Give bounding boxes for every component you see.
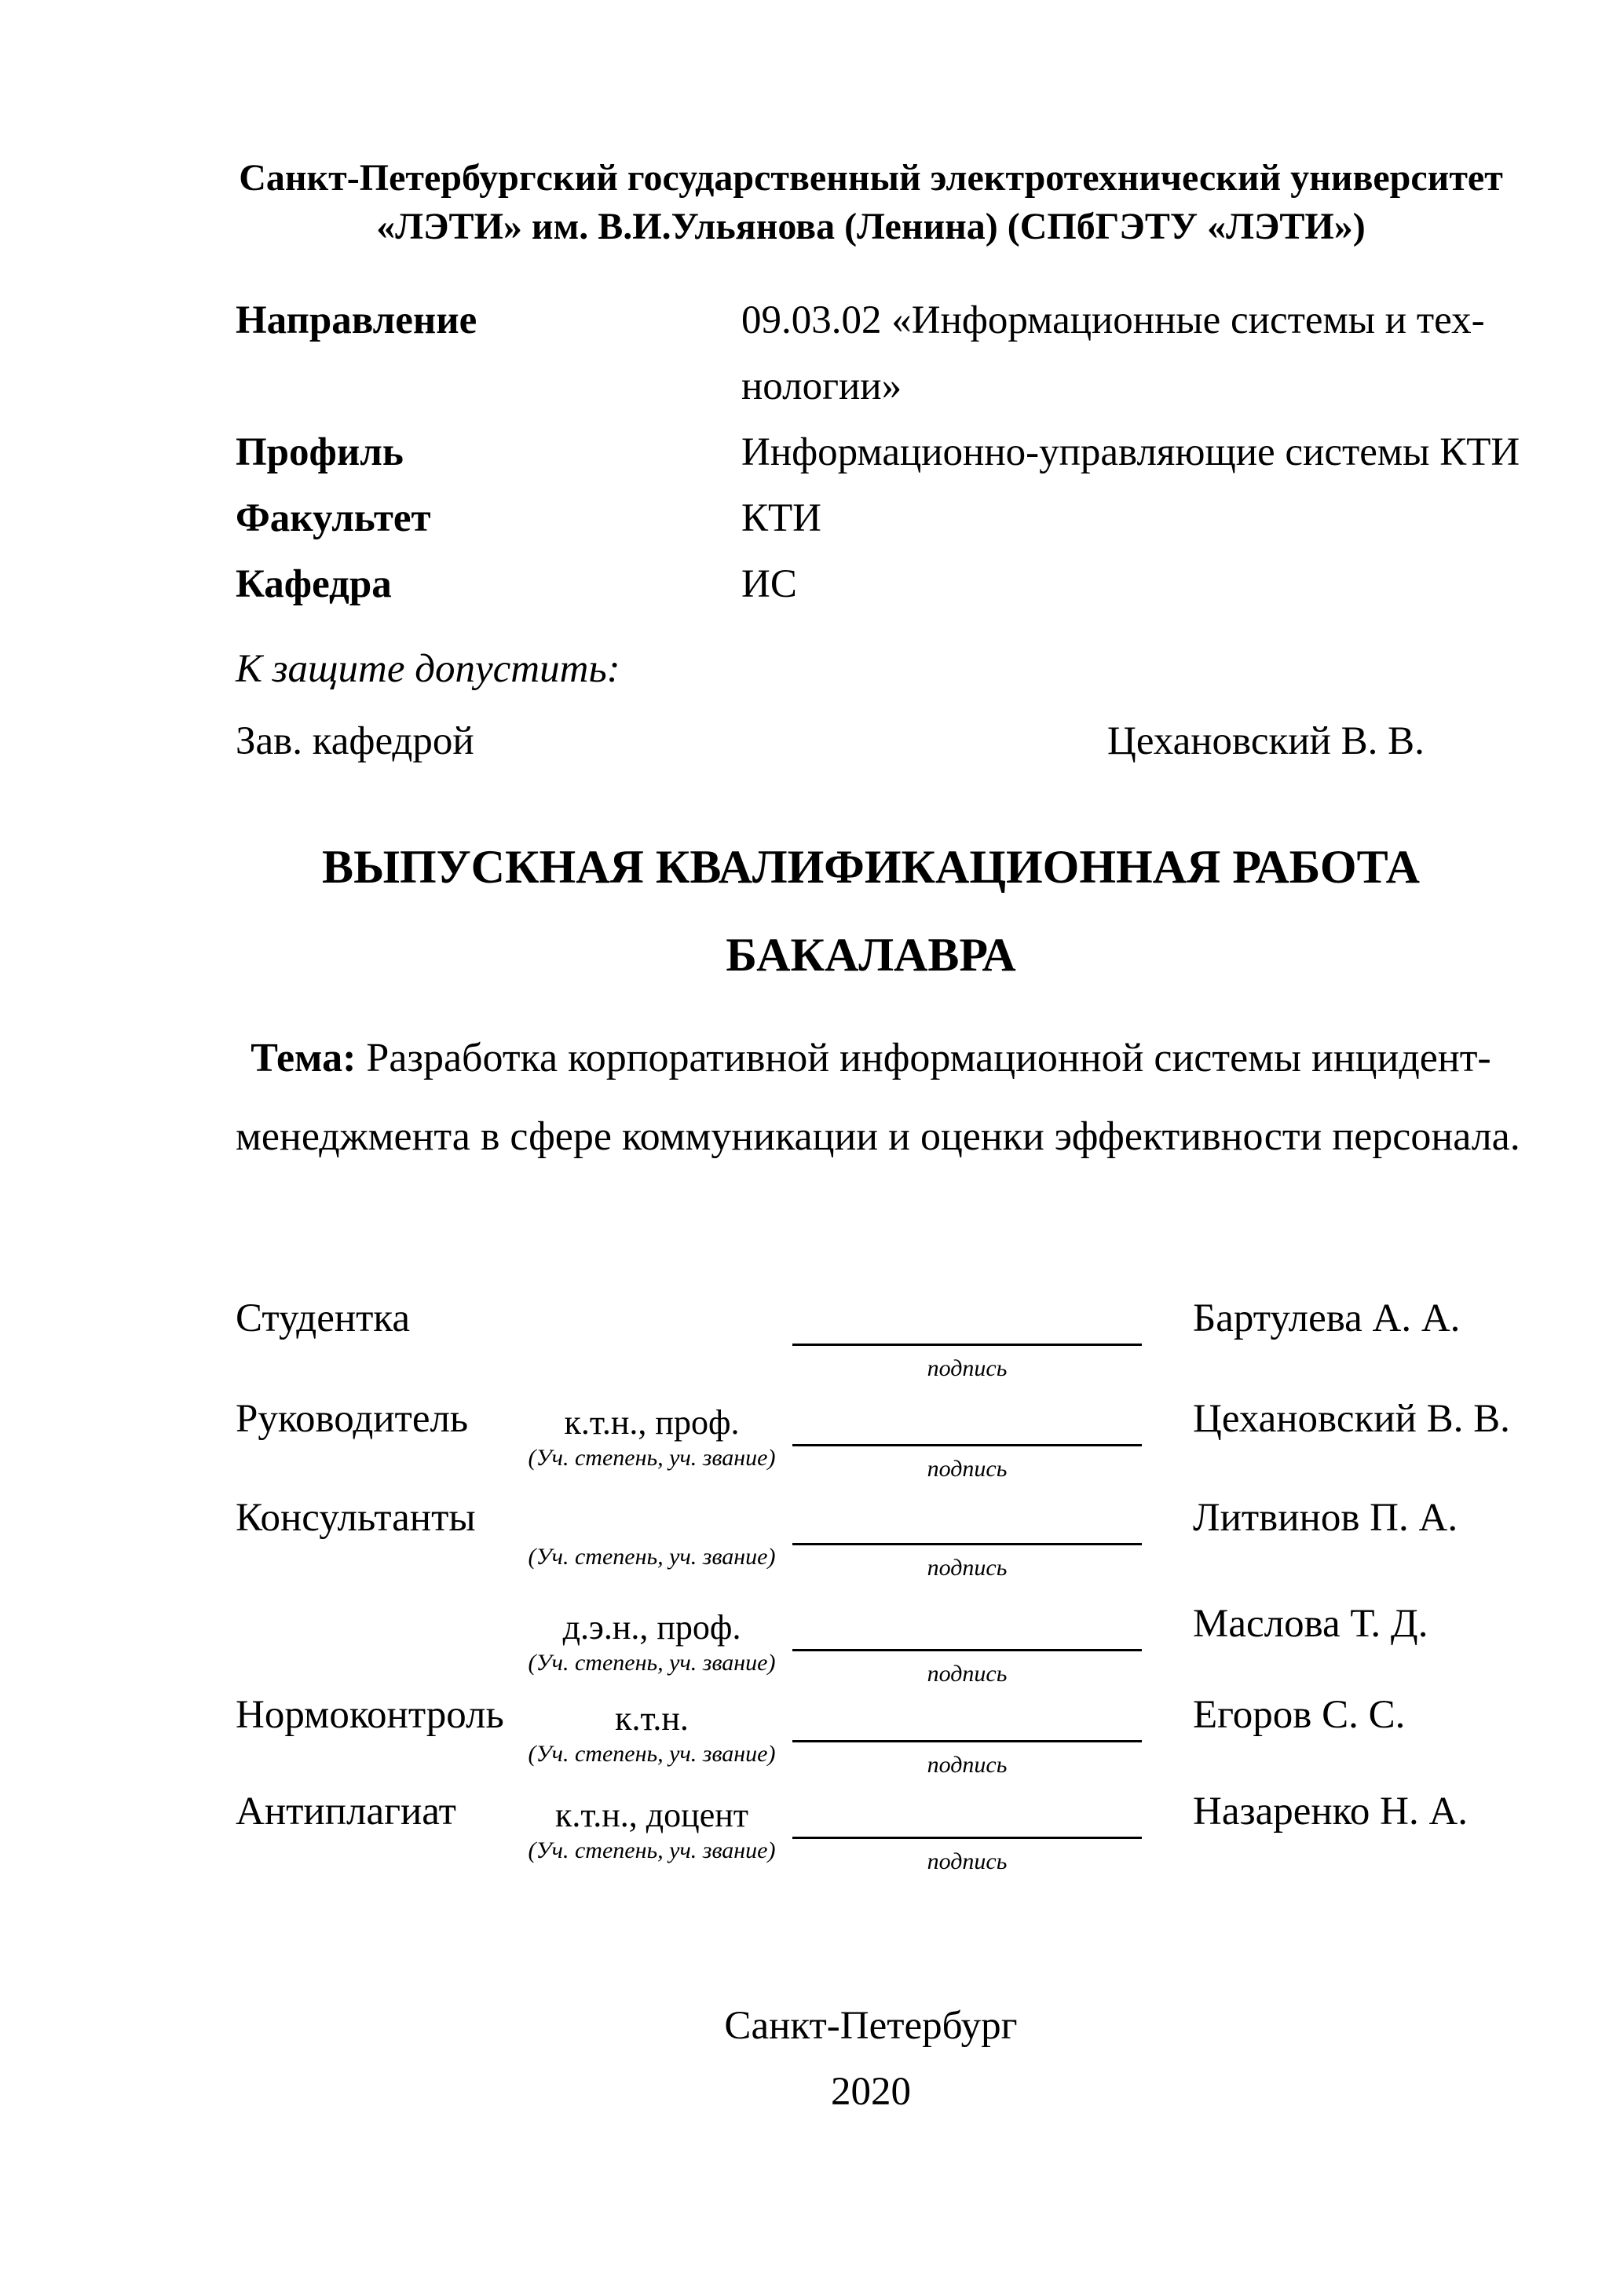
signature-caption: подпись — [927, 1456, 1008, 1482]
degree-value: к.т.н. — [615, 1699, 689, 1738]
profile-label: Профиль — [236, 430, 404, 474]
thesis-title-line1: ВЫПУСКНАЯ КВАЛИФИКАЦИОННАЯ РАБОТА — [322, 841, 1420, 893]
faculty-row — [236, 485, 1506, 551]
role-label: Антиплагиат — [236, 1790, 456, 1834]
direction-value-line2: нологии» — [741, 364, 902, 408]
footer-year: 2020 — [831, 2070, 911, 2114]
footer — [236, 1993, 1506, 2125]
degree-caption: (Уч. степень, уч. звание) — [528, 1544, 776, 1570]
signer-name: Литвинов П. А. — [1193, 1496, 1458, 1540]
admission-approval-line: К защите допустить: — [236, 647, 620, 691]
topic-block — [236, 1019, 1520, 1176]
degree-value: д.э.н., проф. — [562, 1608, 741, 1647]
direction-row-continuation — [236, 353, 1506, 419]
signature-row-consultant-2 — [236, 1604, 1506, 1705]
signature-line — [792, 1399, 1142, 1446]
thesis-title — [236, 823, 1506, 999]
thesis-title-line2: БАКАЛАВРА — [726, 929, 1016, 981]
signature-caption: подпись — [927, 1555, 1008, 1581]
signature-caption: подпись — [927, 1661, 1008, 1687]
department-label: Кафедра — [236, 562, 392, 606]
department-row — [236, 551, 1506, 617]
university-name-line2: «ЛЭТИ» им. В.И.Ульянова (Ленина) (СПбГЭТУ «ЛЭТИ») — [376, 206, 1366, 247]
topic-text-line2: менеджмента в сфере коммуникации и оценки эффективности персонала. — [236, 1114, 1520, 1159]
degree-value: к.т.н., доцент — [554, 1796, 749, 1834]
profile-value: Информационно-управляющие системы КТИ — [741, 430, 1520, 474]
signature-line — [792, 1299, 1142, 1346]
department-head-label: Зав. кафедрой — [236, 719, 474, 763]
degree-value: к.т.н., проф. — [564, 1403, 740, 1442]
signature-row-normcontrol — [236, 1695, 1506, 1796]
topic-line1 — [236, 1019, 1506, 1098]
signer-name: Бартулева А. А. — [1193, 1296, 1461, 1340]
signature-row-antiplagiarism — [236, 1792, 1506, 1892]
signer-name: Цехановский В. В. — [1193, 1397, 1510, 1441]
signature-row-student — [236, 1296, 1506, 1399]
role-label: Руководитель — [236, 1397, 469, 1441]
direction-label: Направление — [236, 298, 477, 342]
signature-line — [792, 1604, 1142, 1651]
signer-name: Маслова Т. Д. — [1193, 1602, 1428, 1646]
signer-name: Егоров С. С. — [1193, 1693, 1406, 1737]
degree-caption: (Уч. степень, уч. звание) — [528, 1837, 776, 1863]
degree-caption: (Уч. степень, уч. звание) — [528, 1445, 776, 1471]
signature-row-consultant-1 — [236, 1498, 1506, 1599]
profile-row — [236, 419, 1520, 485]
signature-caption: подпись — [927, 1848, 1008, 1874]
signer-name: Назаренко Н. А. — [1193, 1790, 1469, 1834]
university-name-line1: Санкт-Петербургский государственный электротехнический университет — [239, 157, 1503, 199]
signature-line — [792, 1498, 1142, 1545]
faculty-label: Факультет — [236, 496, 431, 540]
signature-line — [792, 1695, 1142, 1742]
topic-label: Тема: — [251, 1036, 357, 1080]
department-head-row — [236, 705, 1506, 777]
footer-city: Санкт-Петербург — [724, 2004, 1018, 2048]
program-info-block — [236, 287, 1520, 617]
department-head-name: Цехановский В. В. — [1107, 719, 1425, 763]
signature-line — [792, 1792, 1142, 1839]
direction-row — [236, 287, 1506, 353]
faculty-value: КТИ — [741, 496, 821, 540]
department-value: ИС — [741, 562, 797, 606]
role-label: Консультанты — [236, 1496, 476, 1540]
degree-caption: (Уч. степень, уч. звание) — [528, 1741, 776, 1767]
degree-caption: (Уч. степень, уч. звание) — [528, 1650, 776, 1676]
signature-row-supervisor — [236, 1397, 1510, 1500]
university-header — [236, 154, 1506, 251]
role-label: Студентка — [236, 1296, 411, 1340]
topic-text-line1: Разработка корпоративной информационной системы инцидент- — [356, 1036, 1491, 1080]
direction-value-line1: 09.03.02 «Информационные системы и тех- — [741, 298, 1485, 342]
admission-block — [236, 633, 1506, 777]
signature-caption: подпись — [927, 1355, 1008, 1381]
signature-caption: подпись — [927, 1752, 1008, 1778]
role-label: Нормоконтроль — [236, 1693, 504, 1737]
